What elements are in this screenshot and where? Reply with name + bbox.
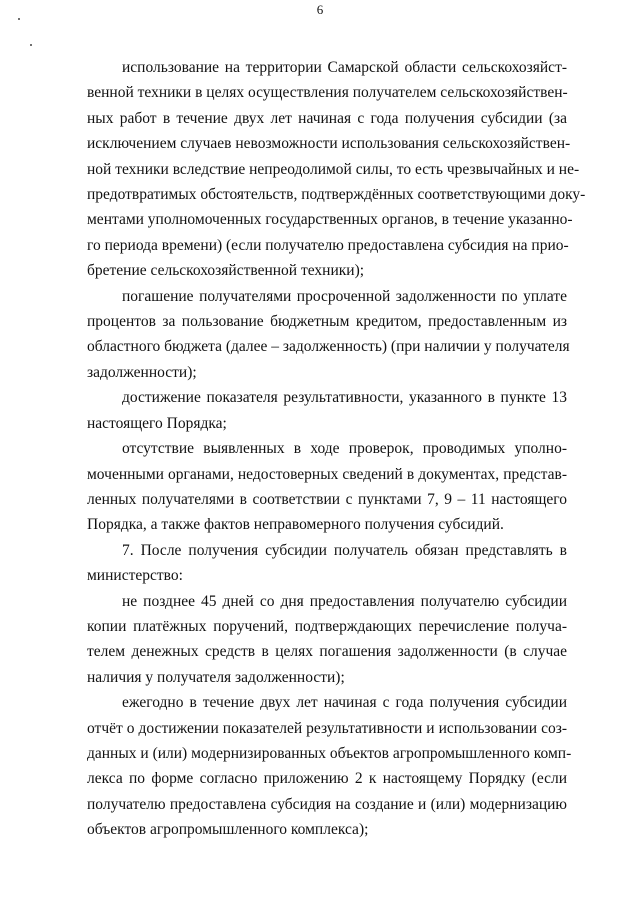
- text-line: ментами уполномоченных государственных органов, в течение указанно-: [87, 211, 573, 229]
- text-line: бретение сельскохозяйственной техники);: [87, 262, 365, 280]
- text-line: данных и (или) модернизированных объектов агропромышленного комп-: [87, 744, 572, 762]
- page-number: 6: [316, 2, 324, 17]
- text-line: ленных получателями в соответствии с пунктами 7, 9 – 11 настоящего: [87, 490, 567, 508]
- scan-speck: [30, 44, 32, 46]
- paragraph: [87, 55, 586, 284]
- text-line: наличия у получателя задолженности);: [87, 668, 345, 686]
- text-line: копии платёжных поручений, подтверждающих перечисление получа-: [87, 617, 567, 635]
- text-line: венной техники в целях осуществления получателем сельскохозяйствен-: [87, 84, 568, 102]
- text-line: предотвратимых обстоятельств, подтверждённых соответствующими доку-: [87, 186, 586, 204]
- text-line: погашение получателями просроченной задолженности по уплате: [122, 287, 567, 305]
- text-line: областного бюджета (далее – задолженность) (при наличии у получателя: [87, 338, 570, 356]
- text-line: моченными органами, недостоверных сведений в документах, представ-: [87, 465, 567, 483]
- paragraph: [87, 690, 572, 842]
- document-body: [87, 55, 586, 843]
- paragraph: [87, 538, 567, 589]
- text-line: объектов агропромышленного комплекса);: [87, 821, 369, 839]
- text-line: телем денежных средств в целях погашения задолженности (в случае: [87, 643, 567, 661]
- text-line: ной техники вследствие непреодолимой силы, то есть чрезвычайных и не-: [87, 160, 580, 178]
- text-line: отсутствие выявленных в ходе проверок, проводимых уполно-: [122, 440, 567, 458]
- text-line: задолженности);: [87, 363, 197, 381]
- text-line: настоящего Порядка;: [87, 414, 227, 432]
- text-line: получателю предоставлена субсидия на создание и (или) модернизацию: [87, 795, 567, 813]
- text-line: отчёт о достижении показателей результативности и использовании соз-: [87, 719, 567, 737]
- text-line: ных работ в течение двух лет начиная с года получения субсидии (за: [87, 109, 567, 127]
- paragraph: [87, 284, 570, 386]
- text-line: исключением случаев невозможности использования сельскохозяйствен-: [87, 135, 571, 153]
- text-line: процентов за пользование бюджетным кредитом, предоставленным из: [87, 313, 567, 331]
- text-line: не позднее 45 дней со дня предоставления получателю субсидии: [122, 592, 567, 610]
- text-line: ежегодно в течение двух лет начиная с года получения субсидии: [122, 694, 567, 712]
- text-line: использование на территории Самарской области сельскохозяйст-: [122, 59, 567, 76]
- text-line: лекса по форме согласно приложению 2 к настоящему Порядку (если: [87, 770, 567, 788]
- paragraph: [87, 436, 567, 538]
- scan-speck: [18, 18, 20, 20]
- text-line: достижение показателя результативности, указанного в пункте 13: [122, 389, 567, 407]
- text-line: 7. После получения субсидии получатель обязан представлять в: [122, 541, 567, 559]
- text-line: го периода времени) (если получателю предоставлена субсидия на прио-: [87, 236, 569, 254]
- paragraph: [87, 385, 567, 436]
- text-line: Порядка, а также фактов неправомерного получения субсидий.: [87, 516, 504, 534]
- paragraph: [87, 589, 567, 691]
- text-line: министерство:: [87, 567, 183, 585]
